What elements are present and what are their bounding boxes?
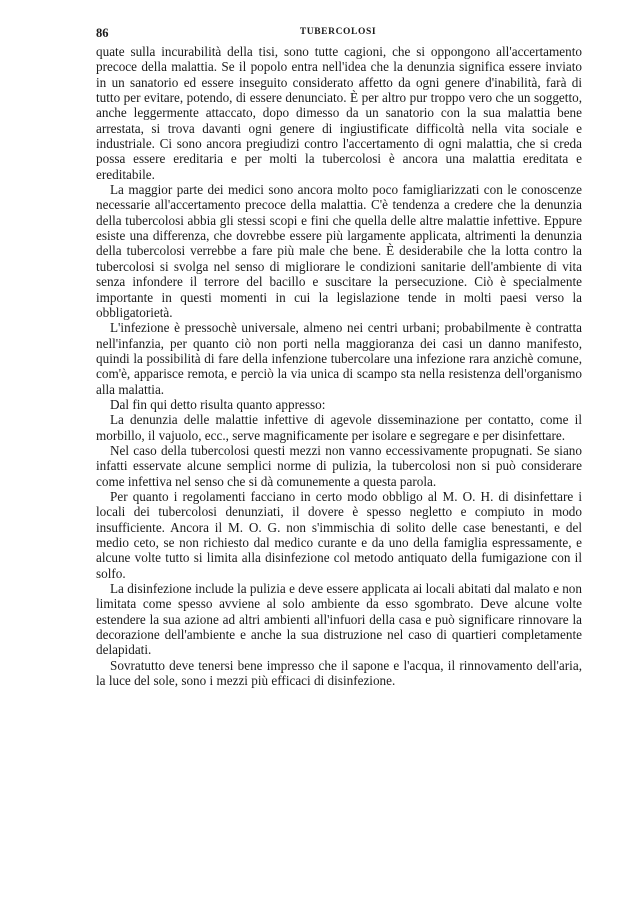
paragraph-disinfezione: La disinfezione include la pulizia e deve essere applicata ai locali abitati dal malato e non limitata come spesso avviene al solo ambiente da esso sgombrato. Deve alcune volte estendere la sua azione ad altri ambienti all'infuori della casa e può significare rinnovare la decorazione dell'ambiente e anche la sua distruzione nel caso di quartieri completamente delapidati. xyxy=(96,581,582,658)
paragraph-infezione: L'infezione è pressochè universale, almeno nei centri urbani; probabilmente è contratta nell'infanzia, per quanto ciò non porti nella maggioranza dei casi un danno manifesto, quindi la possibilità di fare della infenzione tubercolare una infezione rara anzichè comune, com'è, apparisce remota, e perciò la via unica di scampo sta nella resistenza dell'organismo alla malattia. xyxy=(96,320,582,397)
running-title: TUBERCOLOSI xyxy=(299,27,377,37)
page-number: 86 xyxy=(96,26,109,40)
paragraph-medici: La maggior parte dei medici sono ancora molto poco famigliarizzati con le conoscenze necessarie all'accertamento precoce della malattia. C'è tendenza a credere che la denunzia della tubercolosi abbia gli stessi scopi e fini che quella delle altre malattie infettive. Eppure esiste una differenza, che dovrebbe essere più largamente applicata, altrimenti la denunzia della tubercolosi verrebbe a fare più male che bene. È desiderabile che la lotta contro la tubercolosi si svolga nel senso di migliorare le condizioni sanitarie dell'ambiente di vita senza infondere il terrore del bacillo e suscitare la persecuzione. Ciò è specialmente importante in questi momenti in cui la legislazione tende in molti paesi verso la obbligatorietà. xyxy=(96,182,582,320)
paragraph-caso-tubercolosi: Nel caso della tubercolosi questi mezzi non vanno eccessivamente propugnati. Se siano infatti esservate alcune semplici norme di pulizia, la tubercolosi non si può considerare come infettiva nel senso che si dà comunemente a questa parola. xyxy=(96,442,582,489)
paragraph-sovratutto: Sovratutto deve tenersi bene impresso che il sapone e l'acqua, il rinnovamento dell'aria, la luce del sole, sono i mezzi più efficaci di disinfezione. xyxy=(96,657,582,689)
paragraph-regolamenti: Per quanto i regolamenti facciano in certo modo obbligo al M. O. H. di disinfettare i locali dei tubercolosi denunziati, il dovere è spesso negletto e compiuto in modo insufficiente. Ancora il M. O. G. non s'immischia di solito delle case benestanti, e del medio ceto, se non richiesto dal medico curante e da uno della famiglia espressamente, e alcune volte tutto si limita alla disinfezione col metodo antiquato della fumigazione con il solfo. xyxy=(96,488,582,581)
body-text xyxy=(96,44,582,688)
paragraph-conclusioni-intro: Dal fin qui detto risulta quanto appresso: xyxy=(110,396,326,412)
page-header xyxy=(96,26,580,44)
paragraph-denunzia: La denunzia delle malattie infettive di agevole disseminazione per contatto, come il morbillo, il vajuolo, ecc., serve magnificamente per isolare e segregare e per disinfettare. xyxy=(96,412,582,443)
paragraph-continuation: quate sulla incurabilità della tisi, sono tutte cagioni, che si oppongono all'accertamento precoce della malattia. Se il popolo entra nell'idea che la denunzia significa essere inviato in un sanatorio ed essere inseguito considerato affetto da ogni genere d'inabilità, farà di tutto per evitare, potendo, di essere denunciato. È per altro pur troppo vero che un soggetto, anche leggermente attaccato, dopo dimesso da un sanatorio con la sua malattia bene arrestata, si trova davanti ogni genere di ingiustificate difficoltà nella vita sociale e industriale. Ci sono ancora pregiudizi contro l'accertamento di ogni malattia, che si creda possa essere ereditaria e per molti la tubercolosi è ancora una malattia ereditata e ereditabile. xyxy=(96,44,582,182)
